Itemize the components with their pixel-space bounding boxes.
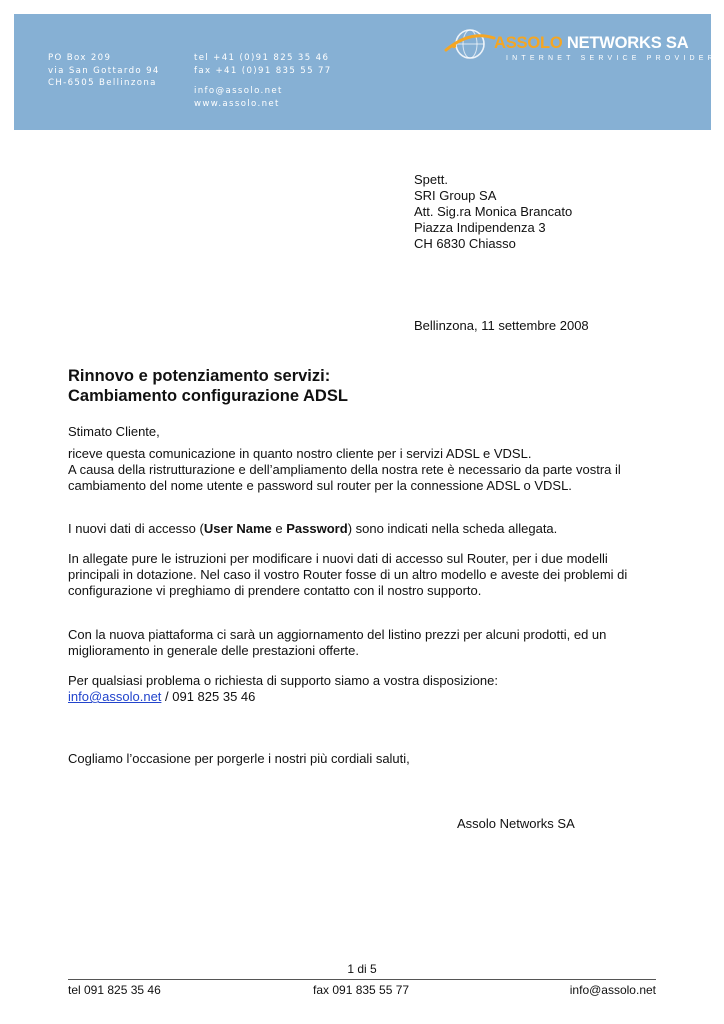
paragraph-line: A causa della ristrutturazione e dell’ampliamento della nostra rete è necessario da parte vostra il (68, 462, 621, 477)
phone-line: tel +41 (0)91 825 35 46 (194, 53, 330, 63)
email-line[interactable]: info@assolo.net (194, 86, 283, 96)
logo-tagline: INTERNET SERVICE PROVIDER (506, 55, 717, 62)
paragraph-support (68, 673, 498, 705)
company-phone-fax (194, 52, 332, 77)
paragraph-line: miglioramento in generale delle prestazioni offerte. (68, 643, 359, 658)
fax-line: fax +41 (0)91 835 55 77 (194, 65, 332, 76)
recipient-line: Piazza Indipendenza 3 (414, 220, 546, 235)
logo-wordmark (494, 34, 688, 53)
company-address (48, 52, 160, 90)
globe-swoosh-icon (444, 24, 496, 64)
footer-email[interactable]: info@assolo.net (569, 983, 656, 997)
support-phone: / 091 825 35 46 (161, 689, 256, 704)
company-web (194, 85, 283, 110)
text-segment: ) sono indicati nella scheda allegata. (347, 521, 558, 536)
address-line: PO Box 209 (48, 53, 112, 63)
paragraph-line: riceve questa comunicazione in quanto nostro cliente per i servizi ADSL e VDSL. (68, 446, 532, 461)
footer-phone: tel 091 825 35 46 (68, 983, 161, 997)
page-number: 1 di 5 (347, 962, 377, 976)
paragraph-line: Per qualsiasi problema o richiesta di supporto siamo a vostra disposizione: (68, 673, 498, 688)
paragraph-intro (68, 446, 621, 494)
signature: Assolo Networks SA (457, 816, 575, 831)
paragraph-line: In allegate pure le istruzioni per modificare i nuovi dati di accesso sul Router, per i due modelli (68, 551, 608, 566)
letterhead-band (14, 14, 717, 130)
logo-word-assolo: ASSOLO (494, 34, 563, 52)
greeting: Stimato Cliente, (68, 424, 160, 439)
text-segment: e (271, 521, 287, 536)
company-logo (444, 24, 717, 70)
paragraph-line: cambiamento del nome utente e password sul router per la connessione ADSL o VDSL. (68, 478, 572, 493)
footer-fax: fax 091 835 55 77 (313, 983, 410, 997)
address-line: via San Gottardo 94 (48, 65, 160, 76)
user-name-term: User Name (203, 521, 272, 536)
recipient-address (414, 172, 572, 252)
address-line: CH-6505 Bellinzona (48, 78, 157, 88)
letter-date: Bellinzona, 11 settembre 2008 (414, 318, 589, 333)
paragraph-line: principali in dotazione. Nel caso il vostro Router fosse di un altro modello e aveste dei problemi di (68, 567, 628, 582)
text-segment: I nuovi dati di accesso ( (68, 521, 204, 536)
recipient-line: CH 6830 Chiasso (414, 236, 516, 251)
support-email-link[interactable]: info@assolo.net (68, 689, 162, 704)
support-contact-line (68, 689, 498, 705)
logo-word-networks: NETWORKS SA (566, 34, 689, 52)
paragraph-instructions (68, 551, 627, 599)
closing-sentence: Cogliamo l’occasione per porgerle i nostri più cordiali saluti, (68, 751, 410, 766)
footer-divider (68, 979, 656, 980)
paragraph-line: configurazione vi preghiamo di prendere contatto con il nostro supporto. (68, 583, 482, 598)
recipient-line: SRI Group SA (414, 188, 497, 203)
paragraph-access-data (68, 521, 557, 537)
paragraph-line: Con la nuova piattaforma ci sarà un aggiornamento del listino prezzi per alcuni prodotti, ed un (68, 627, 607, 642)
paragraph-pricing (68, 627, 606, 659)
recipient-line: Att. Sig.ra Monica Brancato (414, 204, 573, 219)
website-line[interactable]: www.assolo.net (194, 98, 280, 109)
recipient-line: Spett. (414, 172, 448, 187)
password-term: Password (286, 521, 348, 536)
subject-line: Cambiamento configurazione ADSL (68, 387, 348, 405)
letter-subject (68, 366, 348, 406)
subject-line: Rinnovo e potenziamento servizi: (68, 367, 331, 385)
